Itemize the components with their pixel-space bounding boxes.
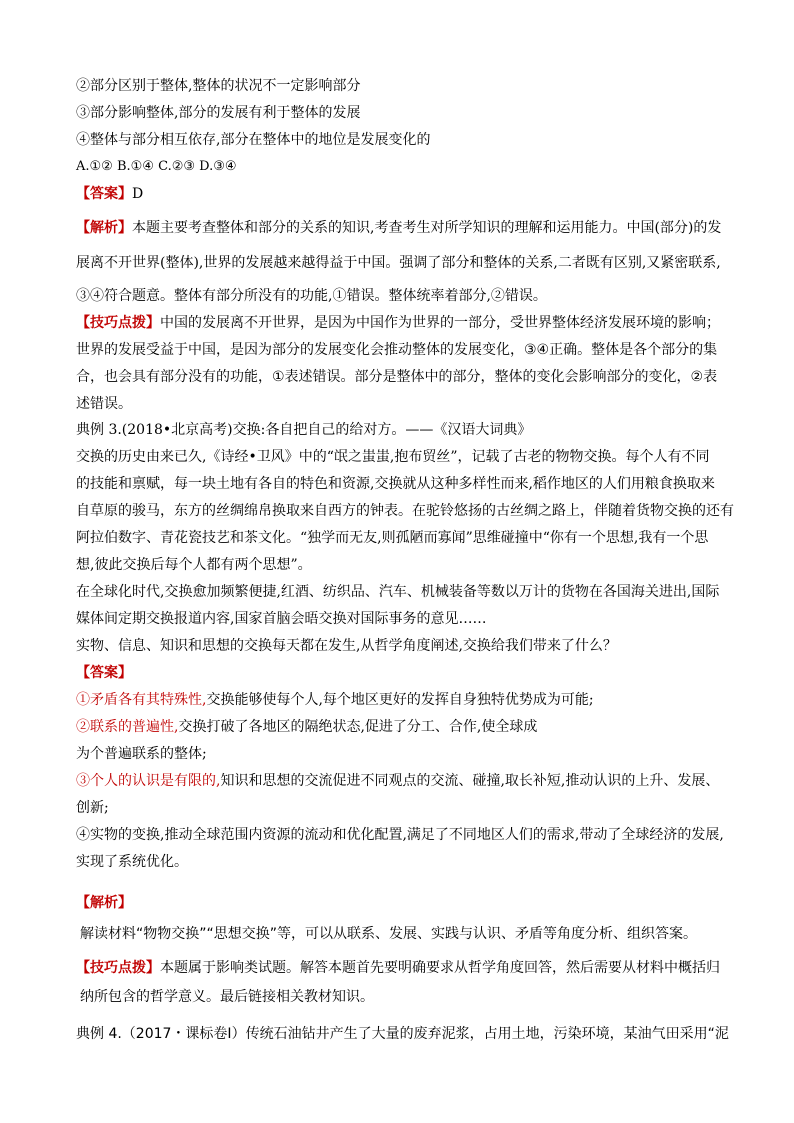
analysis-label: 【解析】	[76, 220, 132, 236]
answer-2-point: ②联系的普遍性,	[76, 719, 179, 735]
example-3-title: 典例 3.(2018•北京高考)交换:各自把自己的给对方。——《汉语大词典》	[76, 422, 532, 438]
choices-line: A.①② B.①④ C.②③ D.③④	[76, 159, 237, 174]
tip-line-4: 述错误。	[76, 396, 132, 412]
ex3-answer-2	[76, 718, 537, 736]
answer-value: D	[132, 186, 144, 202]
ex3-para1-line3: 自草原的骏马，东方的丝绸绵帛换取来自西方的钟表。在驼铃悠扬的古丝绸之路上，伴随着货物交换的还有	[76, 503, 734, 519]
ex3-tip-line-2: 纳所包含的哲学意义。最后链接相关教材知识。	[80, 989, 374, 1005]
ex3-answer-label: 【答案】	[76, 665, 132, 681]
ex3-answer-3-cont: 创新;	[76, 800, 109, 816]
analysis-line-2: 展离不开世界(整体),世界的发展越来越得益于中国。强调了部分和整体的关系,二者既有区别,又紧密联系,	[76, 255, 721, 271]
ex3-tip-text-1: 本题属于影响类试题。解答本题首先要明确要求从哲学角度回答，然后需要从材料中概括归	[160, 960, 720, 976]
ex3-analysis-text: 解读材料“物物交换”“思想交换”等，可以从联系、发展、实践与认识、矛盾等角度分析、组织答案。	[80, 926, 698, 942]
tip-line-3: 合，也会具有部分没有的功能，①表述错误。部分是整体中的部分，整体的变化会影响部分的变化，②表	[76, 369, 718, 385]
ex3-para1-line5: 想,彼此交换后每个人都有两个思想”。	[76, 557, 312, 573]
answer-label: 【答案】	[76, 186, 132, 202]
tip-line-1	[76, 314, 720, 332]
option-4: ④整体与部分相互依存,部分在整体中的地位是发展变化的	[76, 132, 431, 148]
ex3-para1-line4: 阿拉伯数字、青花瓷技艺和茶文化。“独学而无友,则孤陋而寡闻”思维碰撞中“你有一个思想,我有一个思	[76, 530, 709, 546]
ex3-answer-2-cont: 为个普遍联系的整体;	[76, 746, 207, 762]
ex3-para1-line1: 交换的历史由来已久,《诗经•卫风》中的“氓之蚩蚩,抱布贸丝”，记载了古老的物物交换。每个人有不同	[76, 449, 710, 465]
ex3-answer-1	[76, 691, 594, 709]
tip-text-1: 中国的发展离不开世界，是因为中国作为世界的一部分，受世界整体经济发展环境的影响；	[160, 315, 720, 331]
option-3: ③部分影响整体,部分的发展有利于整体的发展	[76, 105, 361, 121]
analysis-line-1	[76, 219, 721, 237]
ex3-tip-label: 【技巧点拨】	[76, 960, 160, 976]
answer-line	[76, 185, 143, 203]
ex3-answer-3	[76, 772, 719, 790]
answer-1-point: ①矛盾各有其特殊性,	[76, 692, 207, 708]
ex3-analysis-label: 【解析】	[76, 895, 132, 911]
answer-3-point: ③个人的认识是有限的,	[76, 773, 221, 789]
ex3-answer-4-line2: 实现了系统优化。	[76, 854, 188, 870]
ex3-para1-line2: 的技能和禀赋，每一块土地有各自的特色和资源,交换就从这种多样性而来,稻作地区的人们用粮食换取来	[76, 476, 715, 492]
ex3-para2-line1: 在全球化时代,交换愈加频繁便捷,红酒、纺织品、汽车、机械装备等数以万计的货物在各国海关进出,国际	[76, 584, 720, 600]
ex3-tip-line-1	[76, 959, 720, 977]
answer-2-text: 交换打破了各地区的隔绝状态,促进了分工、合作,使全球成	[178, 719, 538, 735]
answer-3-text: 知识和思想的交流促进不同观点的交流、碰撞,取长补短,推动认识的上升、发展、	[220, 773, 720, 789]
option-2: ②部分区别于整体,整体的状况不一定影响部分	[76, 78, 361, 94]
example-4-title: 典例 4.（2017・课标卷Ⅰ）传统石油钻井产生了大量的废弃泥浆，占用土地，污染环境，某油气田采用“泥	[76, 1026, 729, 1042]
ex3-answer-4-line1: ④实物的变换,推动全球范围内资源的流动和优化配置,满足了不同地区人们的需求,带动了全球经济的发展,	[76, 827, 724, 843]
answer-1-text: 交换能够使每个人,每个地区更好的发挥自身独特优势成为可能;	[206, 692, 594, 708]
tip-line-2: 世界的发展受益于中国，是因为部分的发展变化会推动整体的发展变化，③④正确。整体是各个部分的集	[76, 342, 718, 358]
ex3-para2-line2: 媒体间定期交换报道内容,国家首脑会晤交换对国际事务的意见……	[76, 611, 487, 627]
analysis-line-3: ③④符合题意。整体有部分所没有的功能,①错误。整体统率着部分,②错误。	[76, 288, 547, 304]
ex3-question: 实物、信息、知识和思想的交换每天都在发生,从哲学角度阐述,交换给我们带来了什么？	[76, 638, 617, 654]
analysis-text-1: 本题主要考查整体和部分的关系的知识,考查考生对所学知识的理解和运用能力。中国(部分)的发	[132, 220, 722, 236]
tip-label: 【技巧点拨】	[76, 315, 160, 331]
